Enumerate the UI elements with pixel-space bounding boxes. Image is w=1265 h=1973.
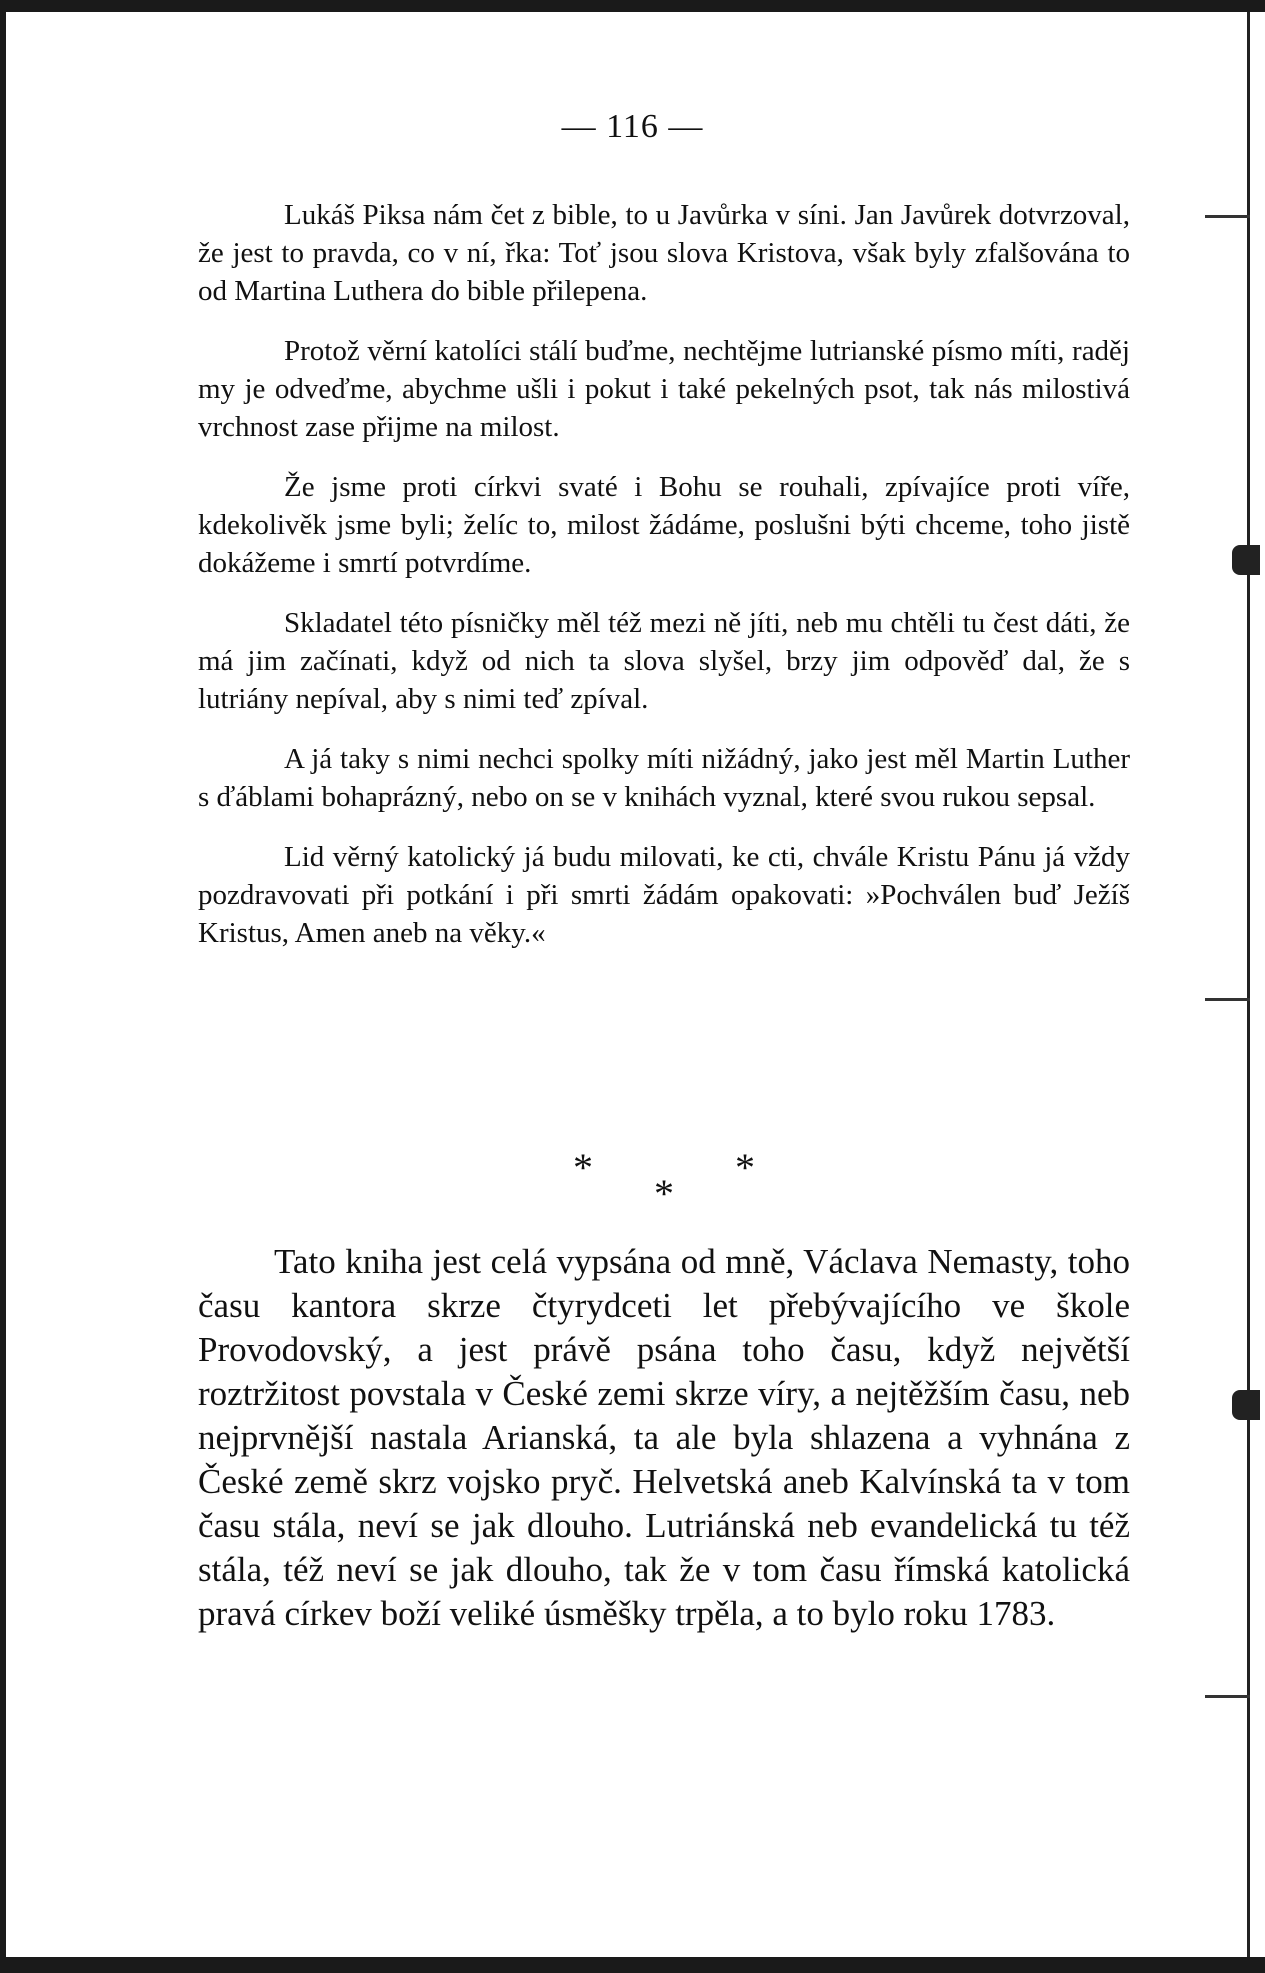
paragraph: Že jsme proti církvi svaté i Bohu se rouhali, zpívajíce proti víře, kdekolivěk jsme byli; želíc to, milost žádáme, poslušni býti chceme, toho jistě dokážeme i smrtí potvrdíme. xyxy=(198,471,1130,579)
binding-mark xyxy=(1232,1390,1260,1420)
closing-paragraph: Tato kniha jest celá vypsána od mně, Václava Nemasty, toho času kantora skrze čtyrydceti let přebývajícího ve škole Provodovský, a jest právě psána toho času, když největší roztržitost povstala v České zemi skrze víry, a nejtěžším času, neb nejprvnější nastala Arianská, ta ale byla shlazena a vyhnána z České země skrz vojsko pryč. Helvetská aneb Kalvínská ta v tom času stála, neví se jak dlouho. Lutriánská neb evandelická tu též stála, též neví se jak dlouho, tak že v tom času římská katolická pravá církev boží veliké úsměšky trpěla, a to bylo roku 1783. xyxy=(198,1242,1130,1633)
binding-mark xyxy=(1232,545,1260,575)
binding-edge xyxy=(1247,12,1250,1957)
scan-border-bottom xyxy=(0,1957,1265,1973)
paragraph: A já taky s nimi nechci spolky míti nižádný, jako jest měl Martin Luther s ďáblami bohaprázný, nebo on se v knihách vyznal, které svou rukou sepsal. xyxy=(198,743,1130,813)
binding-tick xyxy=(1205,215,1250,218)
paragraph: Lid věrný katolický já budu milovati, ke cti, chvále Kristu Pánu já vždy pozdravovati při potkání i při smrti žádám opakovati: »Pochválen buď Ježíš Kristus, Amen aneb na věky.« xyxy=(198,841,1130,949)
paragraph: Skladatel této písničky měl též mezi ně jíti, neb mu chtěli tu čest dáti, že má jim začínati, když od nich ta slova slyšel, brzy jim odpověď dal, že s lutriány nepíval, aby s nimi teď zpíval. xyxy=(198,607,1130,715)
binding-tick xyxy=(1205,1695,1250,1698)
section-divider xyxy=(0,1145,1265,1228)
paragraph: Lukáš Piksa nám čet z bible, to u Javůrka v síni. Jan Javůrek dotvrzoval, že jest to pravda, co v ní, řka: Toť jsou slova Kristova, však byly zfalšována to od Martina Luthera do bible přilepena. xyxy=(198,199,1130,307)
divider-asterisk: * xyxy=(735,1145,755,1190)
scan-border-left xyxy=(0,0,6,1973)
main-text xyxy=(198,196,1130,974)
binding-tick xyxy=(1205,998,1250,1001)
divider-asterisk: * xyxy=(573,1145,593,1190)
divider-asterisk: * xyxy=(654,1171,674,1216)
paragraph: Protož věrní katolíci stálí buďme, nechtějme lutrianské písmo míti, raděj my je odveďme, abychme ušli i pokut i také pekelných psot, tak nás milostivá vrchnost zase přijme na milost. xyxy=(198,335,1130,443)
scan-border-top xyxy=(0,0,1265,12)
page-number: — 116 — xyxy=(561,108,704,145)
